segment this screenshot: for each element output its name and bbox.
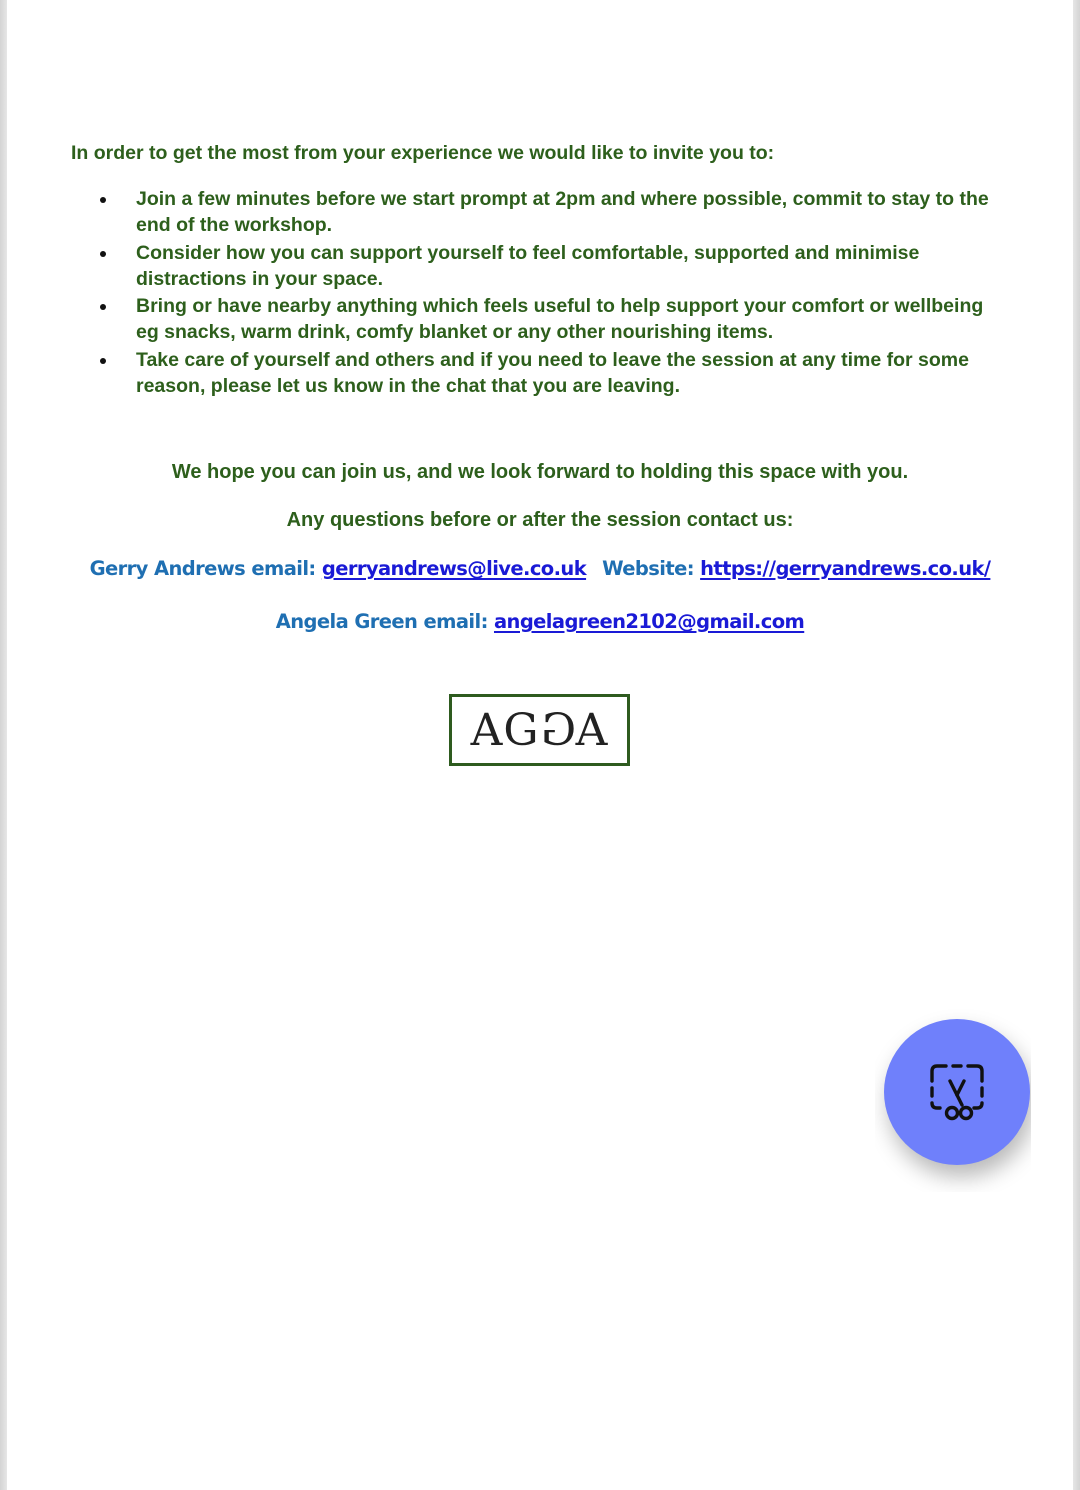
gerry-email-link[interactable]: gerryandrews@live.co.uk (321, 557, 587, 580)
gerry-email-label: Gerry Andrews email: (89, 557, 316, 580)
viewer-right-edge (1073, 0, 1080, 1490)
angela-contact-line (7, 610, 1073, 633)
website-label: Website: (602, 557, 694, 580)
angela-email-label: Angela Green email: (275, 610, 488, 633)
logo-letter: A (470, 704, 504, 756)
logo-letter-mirrored: G (539, 704, 576, 756)
list-item-text: Consider how you can support yourself to feel comfortable, supported and minimise distractions in your space. (136, 241, 920, 290)
list-item (71, 186, 1011, 238)
guidelines-list (71, 186, 1011, 400)
document-page (7, 0, 1073, 1490)
list-item (71, 240, 1011, 292)
list-item (71, 347, 1011, 399)
screenshot-crop-scissors-icon (924, 1059, 990, 1125)
list-item-text: Bring or have nearby anything which feels useful to help support your comfort or wellbeing eg snacks, warm drink, comfy blanket or any other nourishing items. (136, 295, 984, 343)
agga-logo (449, 694, 630, 766)
list-item-text: Join a few minutes before we start prompt at 2pm and where possible, commit to stay to the end of the workshop. (136, 188, 989, 236)
list-item (71, 293, 1011, 345)
bullet-icon (100, 304, 106, 310)
intro-text: In order to get the most from your experience we would like to invite you to: (71, 142, 775, 164)
viewer-left-edge (0, 0, 7, 1490)
screenshot-crop-button[interactable] (884, 1019, 1030, 1165)
logo-letter: A (575, 704, 609, 756)
angela-email-link[interactable]: angelagreen2102@gmail.com (493, 610, 805, 633)
list-item-text: Take care of yourself and others and if you need to leave the session at any time for some reason, please let us know in the chat that you are leaving. (136, 348, 969, 397)
fab-container (875, 1005, 1031, 1192)
closing-text: We hope you can join us, and we look forward to holding this space with you. (171, 461, 909, 483)
bullet-icon (100, 197, 106, 203)
bullet-icon (100, 358, 106, 364)
website-link[interactable]: https://gerryandrews.co.uk/ (700, 557, 991, 580)
bullet-icon (100, 251, 106, 257)
questions-text: Any questions before or after the session contact us: (286, 509, 794, 531)
gerry-contact-line (7, 557, 1073, 580)
logo-letter: G (503, 704, 540, 756)
